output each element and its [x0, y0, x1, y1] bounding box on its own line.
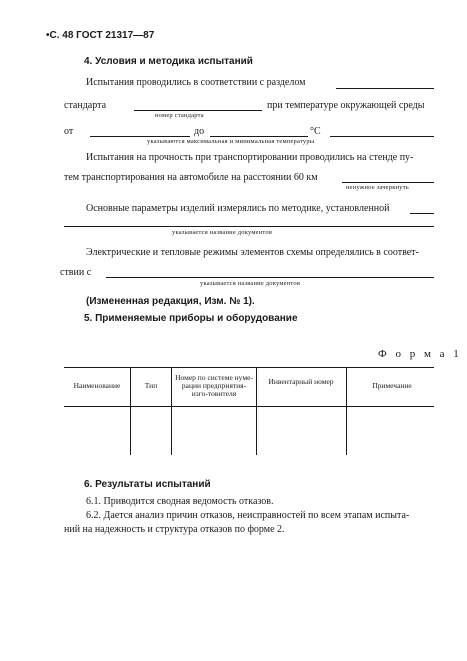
caption-standard-number: номер стандарта — [155, 112, 204, 119]
blank-line-method-documents — [64, 226, 434, 227]
temp-from: от — [64, 126, 74, 137]
section-5-title: 5. Применяемые приборы и оборудование — [84, 313, 298, 324]
blank-line-standard-number — [134, 110, 262, 111]
caption-method-documents: указывается название документов — [172, 229, 273, 236]
paragraph-4-line-2: ствии с — [60, 267, 92, 278]
caption-regime-documents: указывается название документов — [200, 280, 301, 287]
caption-strike-out: ненужное зачеркнуть — [346, 184, 409, 191]
paragraph-6-2-line-1: 6.2. Дается анализ причин отказов, неисправностей по всем этапам испыта- — [86, 510, 410, 521]
table-header-border — [64, 406, 434, 407]
table-col-divider — [171, 367, 172, 455]
caption-temperature: указываются максимальная и минимальная температуры — [147, 138, 315, 145]
table-col-divider — [256, 367, 257, 455]
table-header-type: Тип — [144, 381, 158, 390]
blank-line-method-end — [410, 213, 434, 214]
table-header-name: Наименование — [73, 381, 121, 390]
section-6-title: 6. Результаты испытаний — [84, 479, 211, 490]
blank-line-strike — [342, 182, 434, 183]
amendment-note: (Измененная редакция, Изм. № 1). — [86, 296, 255, 307]
temp-to: до — [194, 126, 205, 137]
section-4-title: 4. Условия и методика испытаний — [84, 56, 253, 67]
temp-unit: °С — [310, 126, 321, 137]
table-top-border — [64, 367, 434, 368]
paragraph-6-1: 6.1. Приводится сводная ведомость отказов. — [86, 496, 274, 507]
table-col-divider — [346, 367, 347, 455]
table-header-inventory-number: Инвентарный номер — [268, 377, 334, 386]
form-label: Ф о р м а 1 — [378, 348, 462, 360]
table-header-note: Примечание — [372, 381, 412, 390]
paragraph-1-end: при температуре окружающей среды — [267, 100, 425, 111]
paragraph-1-word: стандарта — [64, 100, 107, 111]
blank-line-temp-max — [210, 136, 308, 137]
blank-line-temp-rest — [330, 136, 434, 137]
blank-line-section — [336, 88, 434, 89]
paragraph-4-line-1: Электрические и тепловые режимы элементов схемы определялись в соответ- — [86, 247, 419, 258]
paragraph-3: Основные параметры изделий измерялись по методике, установленной — [86, 203, 390, 214]
page-header: •С. 48 ГОСТ 21317—87 — [46, 30, 155, 41]
table-col-divider — [130, 367, 131, 455]
paragraph-2-line-1: Испытания на прочность при транспортировании проводились на стенде пу- — [86, 152, 414, 163]
blank-line-regime-documents — [106, 277, 434, 278]
paragraph-2-line-2: тем транспортирования на автомобиле на расстоянии 60 км — [64, 172, 318, 183]
table-header-manufacturer-number: Номер по системе нуме-рации предприятия-изго-товителя — [175, 373, 253, 398]
paragraph-1-start: Испытания проводились в соответствии с разделом — [86, 77, 306, 88]
blank-line-temp-min — [90, 136, 190, 137]
paragraph-6-2-line-2: ний на надежность и структура отказов по форме 2. — [64, 524, 285, 535]
